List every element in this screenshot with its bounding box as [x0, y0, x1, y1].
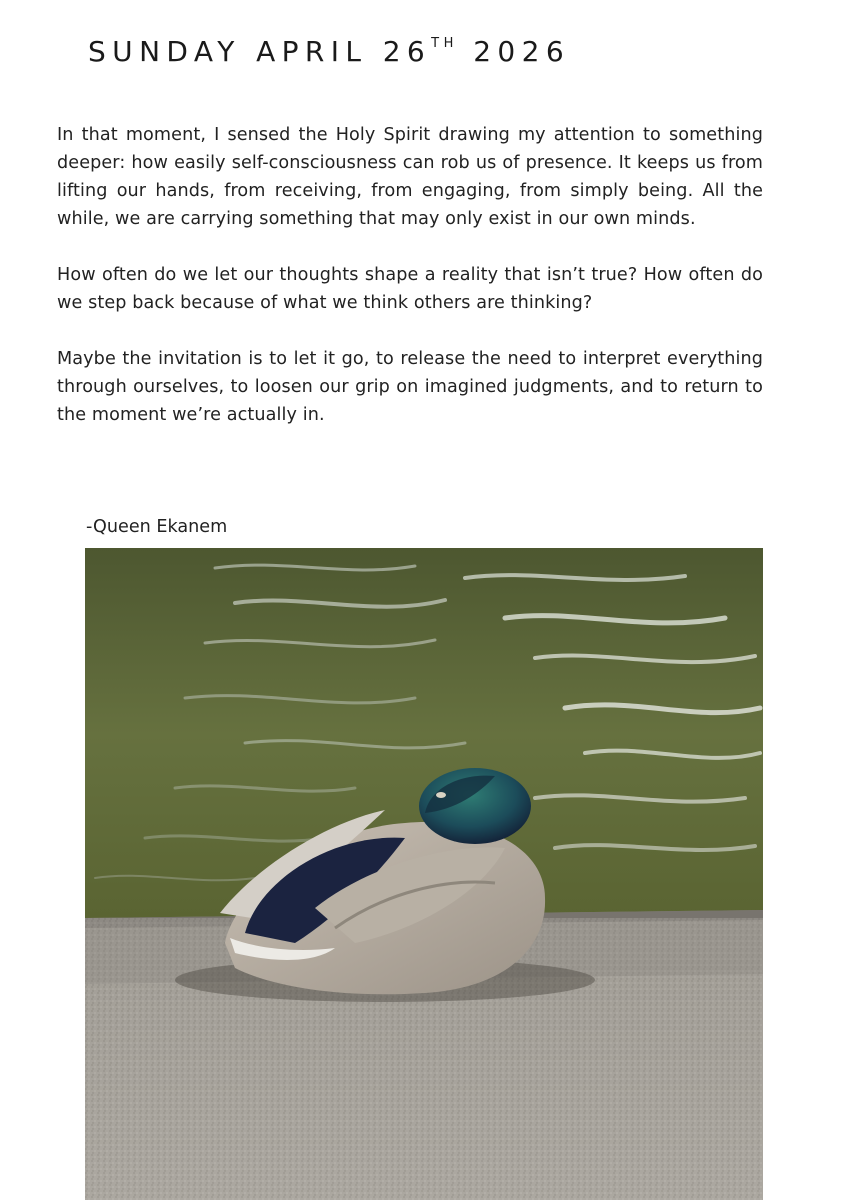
- date-year: 2026: [473, 35, 571, 68]
- paragraph-1: In that moment, I sensed the Holy Spirit drawing my attention to something deeper: how easily self-consciousness can rob us of presence. It keeps us from lifting our hands, from receiving, from engaging, from simply being. All the while, we are carrying something that may only exist in our own minds.: [57, 125, 763, 229]
- reflection-body: [57, 121, 763, 457]
- date-ordinal-suffix: TH: [431, 36, 458, 51]
- paragraph-3: Maybe the invitation is to let it go, to release the need to interpret everything through ourselves, to loosen our grip on imagined judgments, and to return to the moment we’re actually in.: [57, 349, 763, 425]
- paragraph-2: How often do we let our thoughts shape a reality that isn’t true? How often do we step back because of what we think others are thinking?: [57, 265, 763, 313]
- date-heading: [88, 30, 570, 74]
- date-main: SUNDAY APRIL 26: [88, 35, 432, 68]
- duck-photo-illustration: [85, 548, 763, 1200]
- author-signature: -Queen Ekanem: [86, 517, 228, 537]
- duck-photo: [85, 548, 763, 1200]
